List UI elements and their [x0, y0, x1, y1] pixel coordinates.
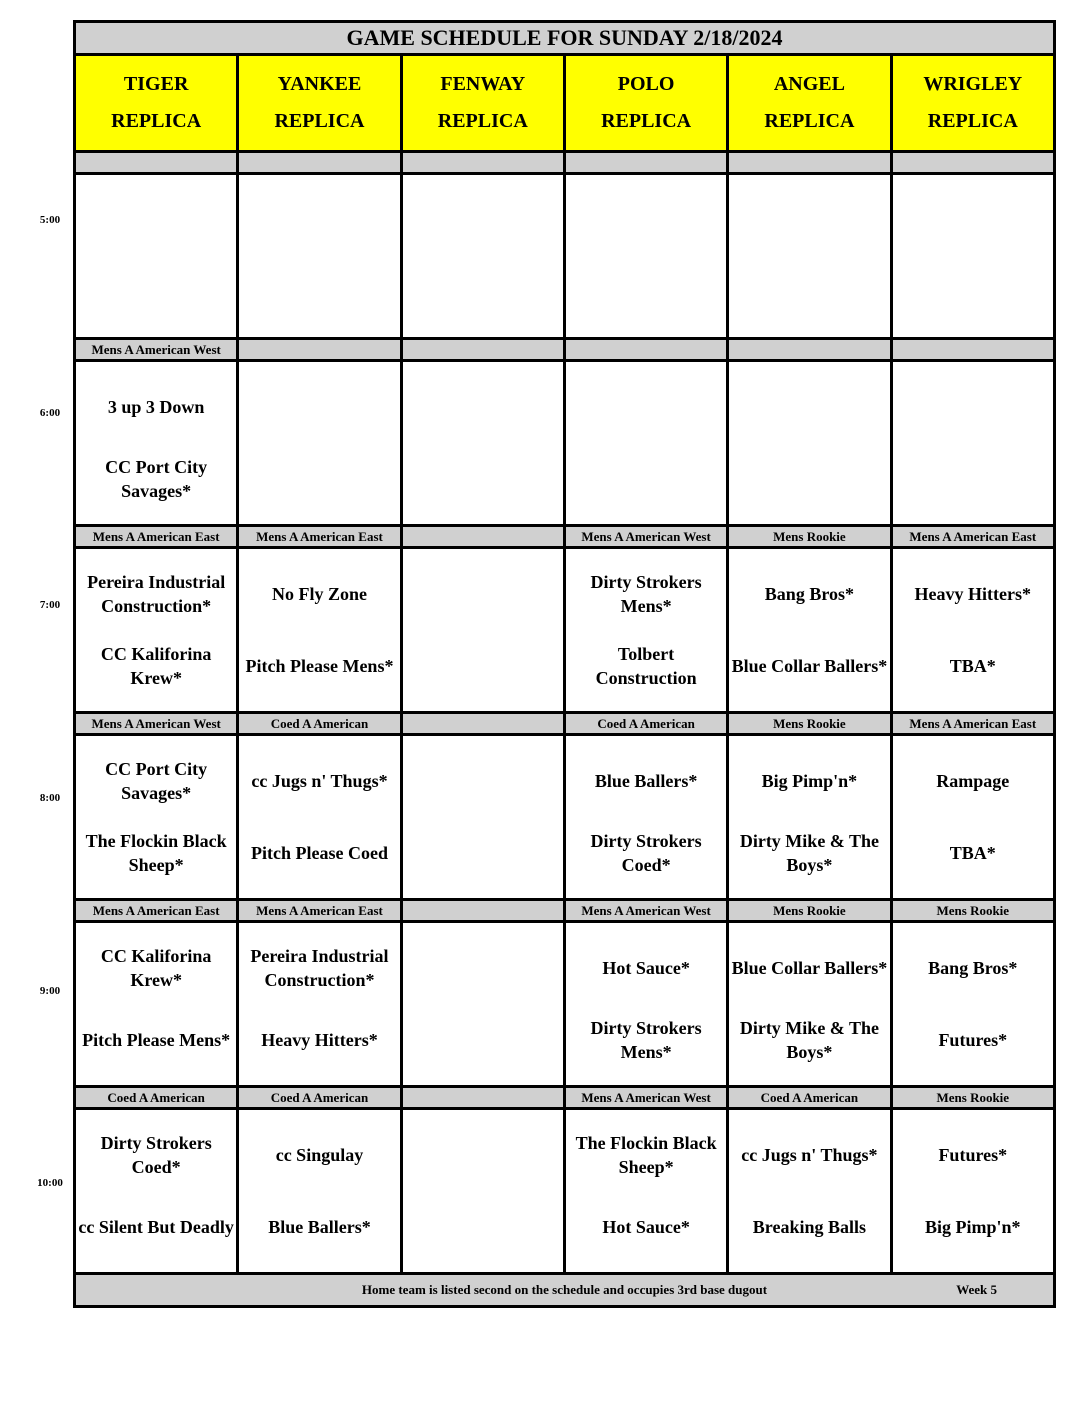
home-team: cc Silent But Deadly — [78, 1217, 234, 1237]
visiting-team — [76, 184, 236, 256]
game-cell — [728, 922, 891, 1087]
game-cell — [728, 1109, 891, 1274]
schedule-title: GAME SCHEDULE FOR SUNDAY 2/18/2024 — [75, 22, 1055, 55]
game-cell — [401, 735, 564, 900]
home-team — [729, 443, 889, 515]
division-label — [75, 152, 238, 174]
game-row — [75, 361, 1055, 526]
game-row — [75, 548, 1055, 713]
venue-row — [75, 55, 1055, 152]
visiting-team: Bang Bros* — [928, 958, 1018, 978]
venue-header — [564, 55, 727, 152]
visiting-team — [239, 184, 399, 256]
game-cell — [891, 922, 1054, 1087]
venue-header — [238, 55, 401, 152]
visiting-team: cc Jugs n' Thugs* — [251, 771, 388, 791]
division-label — [401, 339, 564, 361]
visiting-team: cc Jugs n' Thugs* — [741, 1145, 878, 1165]
game-row — [75, 735, 1055, 900]
visiting-team: Dirty Strokers Mens* — [590, 572, 702, 616]
game-cell — [401, 922, 564, 1087]
home-team: Dirty Mike & The Boys* — [739, 831, 879, 875]
game-cell — [75, 361, 238, 526]
division-label — [564, 152, 727, 174]
visiting-team: Futures* — [938, 1145, 1008, 1165]
visiting-team — [239, 371, 399, 443]
time-label: 7:00 — [39, 599, 61, 611]
game-cell — [891, 361, 1054, 526]
game-cell — [891, 735, 1054, 900]
venue-header — [728, 55, 891, 152]
venue-subtitle: REPLICA — [601, 110, 692, 132]
home-team — [403, 1004, 563, 1076]
home-team — [403, 630, 563, 702]
home-team: Blue Collar Ballers* — [731, 656, 888, 676]
visiting-team: Pereira Industrial Construction* — [250, 946, 389, 990]
division-label: Mens A American East — [238, 526, 401, 548]
division-band — [75, 900, 1055, 922]
venue-name: POLO — [617, 73, 675, 95]
home-team: Dirty Mike & The Boys* — [739, 1018, 879, 1062]
game-cell — [75, 548, 238, 713]
division-label: Mens A American East — [75, 900, 238, 922]
division-label: Mens A American West — [564, 900, 727, 922]
game-cell — [401, 548, 564, 713]
game-cell — [728, 361, 891, 526]
division-label: Coed A American — [728, 1087, 891, 1109]
division-label — [891, 339, 1054, 361]
week-label: Week 5 — [956, 1282, 997, 1297]
game-cell — [238, 922, 401, 1087]
home-team — [403, 817, 563, 889]
visiting-team — [566, 371, 726, 443]
division-label: Mens Rookie — [728, 526, 891, 548]
division-label: Mens A American East — [891, 526, 1054, 548]
venue-header — [401, 55, 564, 152]
game-cell — [728, 174, 891, 339]
division-label: Mens Rookie — [728, 900, 891, 922]
time-label: 9:00 — [39, 985, 61, 997]
game-cell — [238, 735, 401, 900]
game-row — [75, 174, 1055, 339]
visiting-team: Pereira Industrial Construction* — [87, 572, 226, 616]
visiting-team — [729, 371, 889, 443]
venue-subtitle: REPLICA — [927, 110, 1018, 132]
game-row — [75, 1109, 1055, 1274]
home-team: Heavy Hitters* — [261, 1030, 378, 1050]
game-cell — [564, 922, 727, 1087]
home-team — [566, 443, 726, 515]
visiting-team: Bang Bros* — [764, 584, 854, 604]
home-team: TBA* — [949, 843, 996, 863]
home-team: Dirty Strokers Coed* — [590, 831, 702, 875]
home-team: Futures* — [938, 1030, 1008, 1050]
venue-header — [891, 55, 1054, 152]
home-team: Pitch Please Mens* — [82, 1030, 231, 1050]
time-label: 5:00 — [39, 214, 61, 226]
division-label — [401, 900, 564, 922]
game-cell — [891, 174, 1054, 339]
game-cell — [75, 174, 238, 339]
division-label — [401, 152, 564, 174]
division-label: Coed A American — [75, 1087, 238, 1109]
home-team — [893, 256, 1053, 328]
home-team: TBA* — [949, 656, 996, 676]
division-label — [564, 339, 727, 361]
visiting-team — [403, 558, 563, 630]
game-cell — [75, 1109, 238, 1274]
visiting-team — [403, 1119, 563, 1191]
visiting-team: The Flockin Black Sheep* — [575, 1133, 717, 1177]
game-row — [75, 922, 1055, 1087]
game-cell — [564, 548, 727, 713]
home-team: Hot Sauce* — [602, 1217, 690, 1237]
venue-subtitle: REPLICA — [437, 110, 528, 132]
division-label: Coed A American — [238, 713, 401, 735]
game-cell — [564, 174, 727, 339]
game-cell — [728, 548, 891, 713]
home-team — [729, 256, 889, 328]
home-team: Dirty Strokers Mens* — [590, 1018, 702, 1062]
division-label — [401, 526, 564, 548]
game-cell — [564, 361, 727, 526]
division-label — [401, 713, 564, 735]
visiting-team: Dirty Strokers Coed* — [100, 1133, 212, 1177]
home-team: The Flockin Black Sheep* — [85, 831, 227, 875]
home-team: CC Port City Savages* — [105, 457, 208, 501]
game-cell — [564, 735, 727, 900]
visiting-team: Hot Sauce* — [602, 958, 690, 978]
time-label: 10:00 — [37, 1177, 63, 1189]
home-team: Pitch Please Coed — [250, 843, 388, 863]
venue-name: YANKEE — [277, 73, 362, 95]
schedule-grid — [73, 20, 1056, 1345]
visiting-team — [403, 932, 563, 1004]
game-cell — [891, 548, 1054, 713]
division-band — [75, 152, 1055, 174]
home-team: Blue Ballers* — [268, 1217, 371, 1237]
division-label — [728, 152, 891, 174]
division-label: Mens A American West — [564, 1087, 727, 1109]
division-label — [728, 339, 891, 361]
division-label: Mens A American East — [891, 713, 1054, 735]
division-label: Mens Rookie — [891, 1087, 1054, 1109]
venue-name: FENWAY — [440, 73, 526, 95]
home-team: Tolbert Construction — [595, 644, 697, 688]
division-label: Mens A American West — [564, 526, 727, 548]
footer-row — [75, 1274, 1055, 1307]
footer-cell — [75, 1274, 1055, 1307]
home-team: CC Kaliforina Krew* — [100, 644, 212, 688]
home-team: Breaking Balls — [752, 1217, 866, 1237]
division-label: Mens Rookie — [891, 900, 1054, 922]
home-team — [239, 256, 399, 328]
division-label: Mens Rookie — [728, 713, 891, 735]
visiting-team — [403, 745, 563, 817]
division-label: Mens A American West — [75, 713, 238, 735]
home-team — [566, 256, 726, 328]
visiting-team — [893, 184, 1053, 256]
division-label: Mens A American West — [75, 339, 238, 361]
visiting-team: Big Pimp'n* — [761, 771, 858, 791]
visiting-team: Rampage — [936, 771, 1010, 791]
visiting-team: cc Singulay — [275, 1145, 364, 1165]
game-cell — [401, 1109, 564, 1274]
game-cell — [238, 548, 401, 713]
visiting-team: 3 up 3 Down — [107, 397, 205, 417]
game-cell — [891, 1109, 1054, 1274]
game-cell — [564, 1109, 727, 1274]
game-cell — [75, 922, 238, 1087]
venue-subtitle: REPLICA — [111, 110, 202, 132]
division-label: Mens A American East — [75, 526, 238, 548]
visiting-team — [403, 371, 563, 443]
time-label: 8:00 — [39, 792, 61, 804]
home-team — [403, 256, 563, 328]
visiting-team — [729, 184, 889, 256]
game-cell — [401, 361, 564, 526]
visiting-team: Blue Collar Ballers* — [731, 958, 888, 978]
home-team-note: Home team is listed second on the schedule and occupies 3rd base dugout — [361, 1282, 768, 1297]
home-team — [893, 443, 1053, 515]
home-team — [403, 1191, 563, 1263]
division-band — [75, 526, 1055, 548]
visiting-team: CC Port City Savages* — [105, 759, 208, 803]
division-band — [75, 339, 1055, 361]
venue-name: WRIGLEY — [923, 73, 1023, 95]
home-team — [403, 443, 563, 515]
home-team — [76, 256, 236, 328]
venue-name: TIGER — [123, 73, 189, 95]
venue-subtitle: REPLICA — [274, 110, 365, 132]
visiting-team: Blue Ballers* — [594, 771, 698, 791]
game-cell — [401, 174, 564, 339]
venue-subtitle: REPLICA — [764, 110, 855, 132]
visiting-team — [893, 371, 1053, 443]
visiting-team: No Fly Zone — [271, 584, 367, 604]
home-team: Big Pimp'n* — [925, 1217, 1021, 1237]
game-cell — [238, 361, 401, 526]
division-band — [75, 1087, 1055, 1109]
venue-name: ANGEL — [773, 73, 845, 95]
game-cell — [238, 174, 401, 339]
visiting-team: CC Kaliforina Krew* — [100, 946, 212, 990]
home-team: Pitch Please Mens* — [245, 656, 394, 676]
schedule-table — [73, 20, 1056, 1308]
visiting-team — [403, 184, 563, 256]
home-team — [239, 443, 399, 515]
game-cell — [75, 735, 238, 900]
game-cell — [238, 1109, 401, 1274]
division-label: Mens A American East — [238, 900, 401, 922]
division-band — [75, 713, 1055, 735]
division-label — [238, 152, 401, 174]
division-label: Coed A American — [564, 713, 727, 735]
division-label — [891, 152, 1054, 174]
division-label — [401, 1087, 564, 1109]
venue-header — [75, 55, 238, 152]
time-label: 6:00 — [39, 407, 61, 419]
game-cell — [728, 735, 891, 900]
visiting-team: Heavy Hitters* — [914, 584, 1032, 604]
division-label — [238, 339, 401, 361]
division-label: Coed A American — [238, 1087, 401, 1109]
visiting-team — [566, 184, 726, 256]
